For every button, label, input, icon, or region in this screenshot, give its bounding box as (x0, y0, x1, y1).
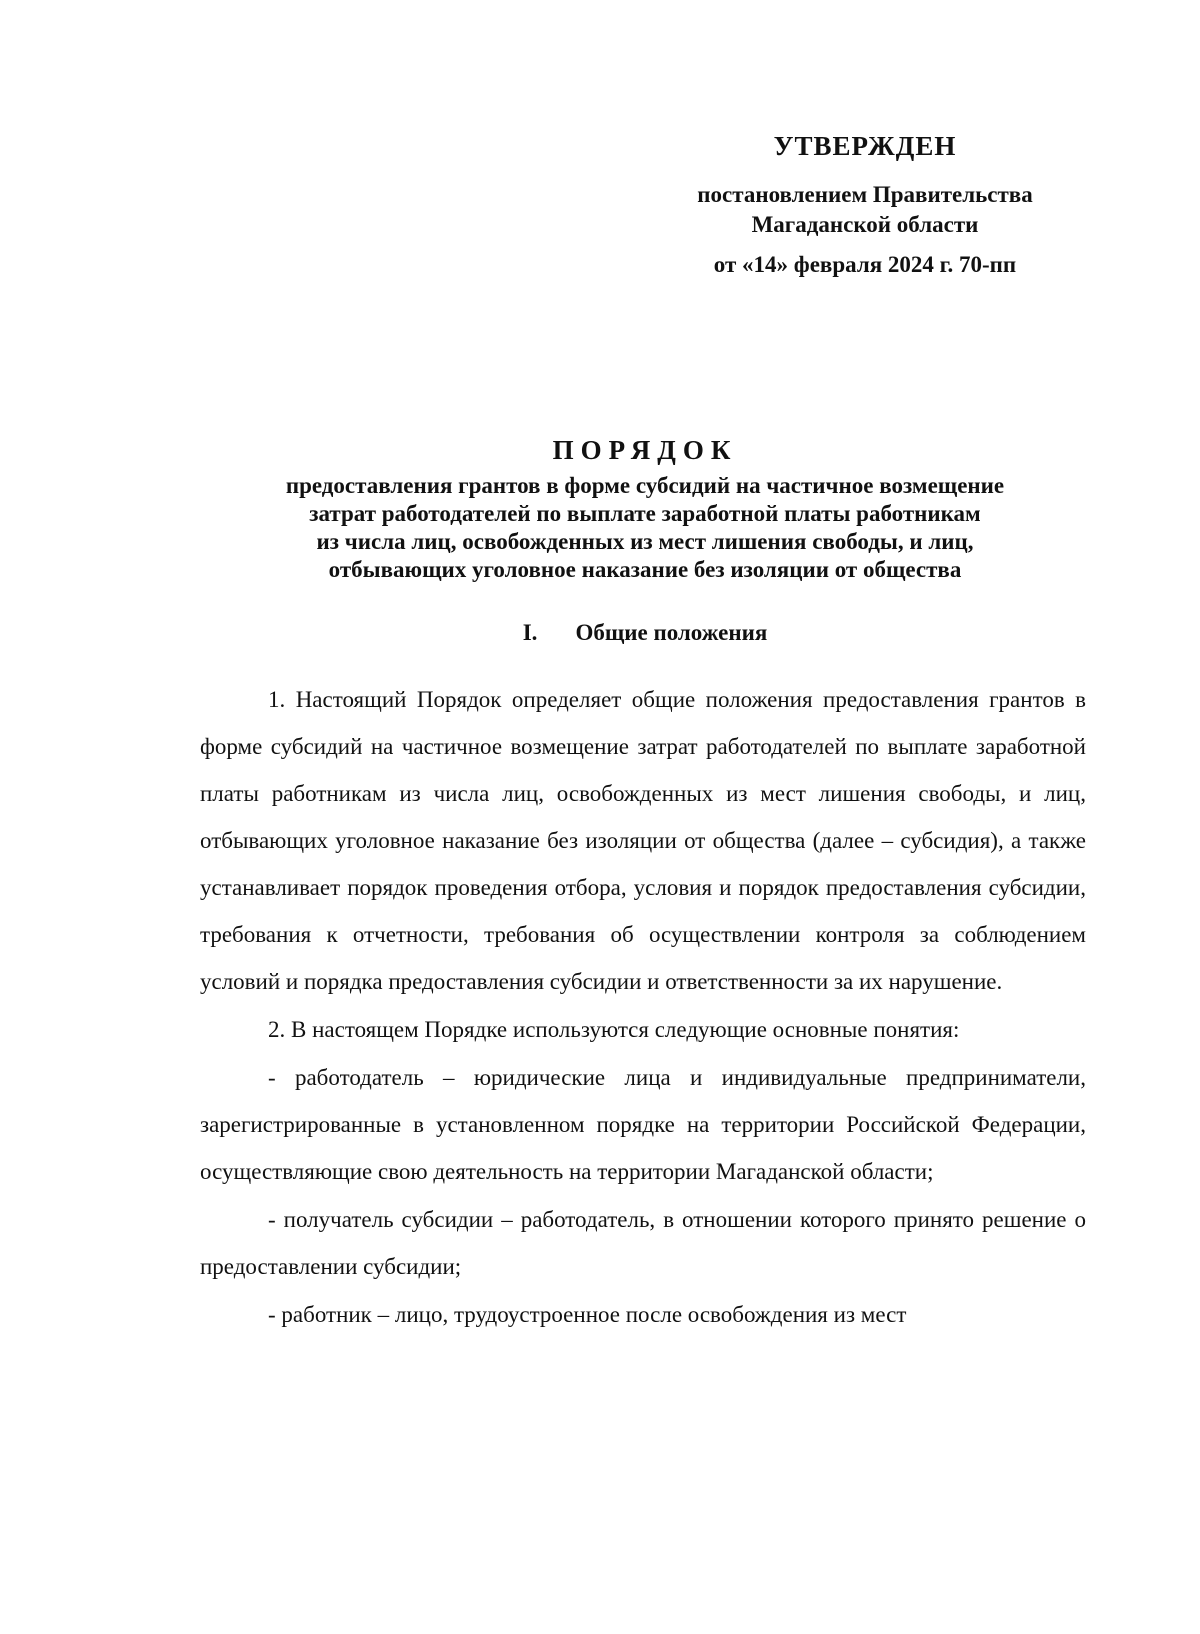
section-heading (200, 618, 1090, 648)
paragraph: - работодатель – юридические лица и индивидуальные предприниматели, зарегистрированные в установленном порядке на территории Российской Федерации, осуществляющие свою деятельность на территории Магаданской области; (200, 1065, 1086, 1184)
paragraph: 1. Настоящий Порядок определяет общие положения предоставления грантов в форме субсидий на частичное возмещение затрат работодателей по выплате заработной платы работникам из числа лиц, освобожденных из мест лишения свободы, и лиц, отбывающих уголовное наказание без изоляции от общества (далее – субсидия), а также устанавливает порядок проведения отбора, условия и порядок предоставления субсидии, требования к отчетности, требования об осуществлении контроля за соблюдением условий и порядка предоставления субсидии и ответственности за их нарушение. (200, 687, 1086, 994)
subtitle-line: затрат работодателей по выплате заработной платы работникам (309, 501, 981, 526)
subtitle-line: предоставления грантов в форме субсидий на частичное возмещение (285, 473, 1005, 498)
paragraph: - работник – лицо, трудоустроенное после освобождения из мест (268, 1302, 907, 1327)
paragraph: - получатель субсидии – работодатель, в отношении которого принято решение о предоставлении субсидии; (200, 1207, 1086, 1279)
paragraph: 2. В настоящем Порядке используются следующие основные понятия: (268, 1017, 960, 1042)
approval-stamp-block (650, 128, 1080, 280)
document-title: ПОРЯДОК (552, 435, 738, 465)
document-subtitle (190, 472, 1100, 584)
subtitle-line: из числа лиц, освобожденных из мест лишения свободы, и лиц, (316, 529, 974, 554)
approval-line-2: Магаданской области (751, 212, 979, 237)
approval-line-1: постановлением Правительства (697, 182, 1033, 207)
section-title: Общие положения (575, 620, 768, 645)
document-body (200, 676, 1086, 1338)
approval-date: от «14» февраля 2024 г. 70-пп (713, 252, 1017, 277)
approval-title: УТВЕРЖДЕН (773, 131, 957, 161)
section-number: I. (522, 620, 538, 645)
subtitle-line: отбывающих уголовное наказание без изоляции от общества (328, 557, 962, 582)
